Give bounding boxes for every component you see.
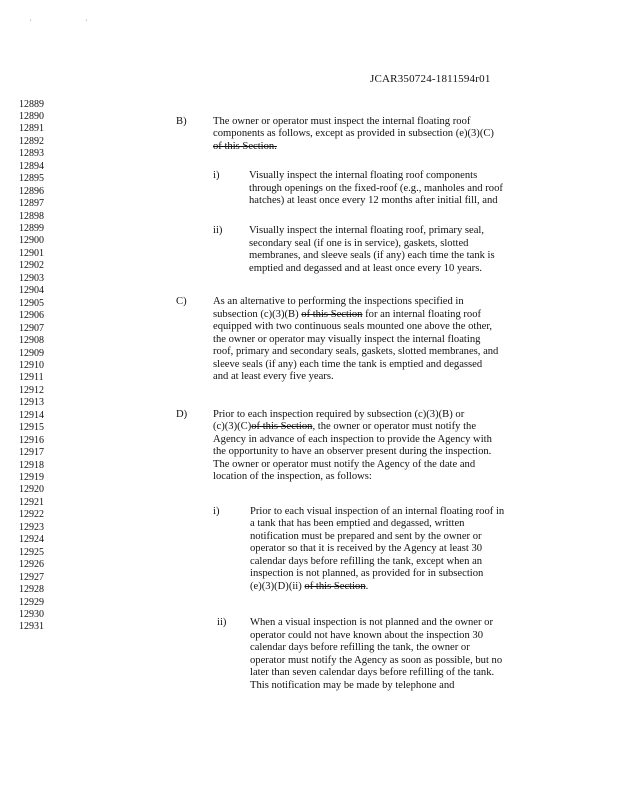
line-number: 12913 — [19, 397, 44, 409]
line-number: 12903 — [19, 272, 44, 284]
line-number: 12917 — [19, 447, 44, 459]
line-number: 12925 — [19, 546, 44, 558]
text-line: notification must be prepared and sent by the owner or — [250, 531, 482, 542]
line-number: 12911 — [19, 372, 44, 384]
text-line: roof, primary and secondary seals, gaskets, slotted membranes, and — [213, 346, 499, 357]
line-number: 12912 — [19, 384, 44, 396]
line-number: 12900 — [19, 235, 44, 247]
text-line: This notification may be made by telephone and — [250, 680, 455, 691]
text-line — [213, 309, 481, 321]
line-number: 12901 — [19, 247, 44, 259]
line-number: 12905 — [19, 297, 44, 309]
document-id: JCAR350724-1811594r01 — [370, 73, 491, 85]
line-number: 12889 — [19, 98, 44, 110]
line-number: 12898 — [19, 210, 44, 222]
text-line — [213, 421, 476, 433]
line-number: 12922 — [19, 509, 44, 521]
text-line: a tank that has been emptied and degassed, written — [250, 518, 465, 529]
text-line: Agency in advance of each inspection to provide the Agency with — [213, 434, 492, 445]
text-span: for an internal floating roof — [365, 309, 482, 320]
line-number: 12899 — [19, 223, 44, 234]
text-line: When a visual inspection is not planned and the owner or — [250, 617, 494, 628]
line-number: 12926 — [19, 559, 44, 571]
text-line: membranes, and sleeve seals (if any) each time the tank is — [249, 250, 495, 261]
item-label-D-i: i) — [213, 506, 220, 517]
text-line: operator so that it is received by the Agency at least 30 — [250, 543, 483, 554]
line-number: 12918 — [19, 459, 44, 471]
line-number: 12920 — [19, 484, 44, 496]
struck-text: of this Section. — [213, 141, 277, 152]
text-line: emptied and degassed and at least once every 10 years. — [249, 263, 482, 274]
text-line: The owner or operator must inspect the internal floating roof — [213, 116, 471, 127]
text-line: equipped with two continuous seals mounted one above the other, — [213, 321, 493, 332]
line-number: 12927 — [19, 571, 44, 583]
text-line: As an alternative to performing the inspections specified in — [213, 296, 464, 307]
line-number: 12908 — [19, 335, 44, 347]
text-line: calendar days before refilling the tank, except when an — [250, 556, 483, 567]
text-line: the opportunity to have an observer present during the inspection. — [213, 446, 492, 457]
text-line: hatches) at least once every 12 months after initial fill, and — [249, 195, 498, 206]
text-line: Prior to each inspection required by subsection (c)(3)(B) or — [213, 409, 465, 420]
item-label-B-i: i) — [213, 170, 220, 181]
line-number: 12914 — [19, 409, 44, 421]
line-number: 12910 — [19, 359, 44, 371]
text-line: location of the inspection, as follows: — [213, 471, 372, 482]
line-number: 12907 — [19, 322, 44, 334]
line-number: 12892 — [19, 135, 44, 147]
item-label-B: B) — [176, 116, 187, 127]
line-number: 12915 — [19, 422, 44, 434]
line-number: 12893 — [19, 148, 44, 160]
line-number: 12902 — [19, 260, 44, 272]
text-line: Visually inspect the internal floating roof components — [249, 170, 478, 181]
line-number: 12891 — [19, 123, 44, 135]
line-number: 12909 — [19, 347, 44, 359]
text-line: and at least every five years. — [213, 371, 334, 382]
text-line: The owner or operator must notify the Agency of the date and — [213, 459, 476, 470]
struck-text: of this Section — [301, 309, 363, 320]
scan-marks: ' ' — [30, 18, 113, 27]
text-span: , the owner or operator must notify the — [312, 421, 477, 432]
item-label-D-ii: ii) — [217, 617, 227, 628]
text-line — [213, 141, 277, 153]
line-number: 12930 — [19, 608, 44, 620]
text-line: operator must notify the Agency as soon as possible, but no — [250, 655, 503, 666]
text-line: sleeve seals (if any) each time the tank is emptied and degassed — [213, 359, 483, 370]
line-number: 12928 — [19, 584, 44, 596]
text-line: later than seven calendar days before refilling of the tank. — [250, 667, 495, 678]
struck-text: of this Section — [304, 581, 366, 592]
text-line — [250, 581, 368, 593]
line-number: 12896 — [19, 185, 44, 197]
text-span: subsection (c)(3)(B) — [213, 309, 299, 320]
item-label-D: D) — [176, 409, 188, 420]
line-number: 12897 — [19, 198, 44, 210]
text-line: secondary seal (if one is in service), gaskets, slotted — [249, 238, 469, 249]
text-line: Prior to each visual inspection of an internal floating roof in — [250, 506, 505, 517]
line-number: 12929 — [19, 596, 44, 608]
line-number: 12931 — [19, 621, 44, 633]
struck-text: of this Section — [251, 421, 313, 432]
text-span: (c)(3)(C) — [213, 421, 252, 432]
line-number: 12921 — [19, 496, 44, 508]
line-number: 12916 — [19, 434, 44, 446]
line-number: 12904 — [19, 285, 44, 297]
line-number: 12919 — [19, 472, 44, 483]
text-line: components as follows, except as provided in subsection (e)(3)(C) — [213, 128, 494, 139]
text-span: . — [365, 581, 369, 592]
item-label-B-ii: ii) — [213, 225, 223, 236]
line-number: 12895 — [19, 173, 44, 185]
item-label-C: C) — [176, 296, 187, 307]
text-line: inspection is not planned, as provided for in subsection — [250, 568, 484, 579]
text-span: (e)(3)(D)(ii) — [250, 581, 302, 592]
text-line: through openings on the fixed-roof (e.g., manholes and roof — [249, 183, 503, 194]
text-line: calendar days before refilling the tank, the owner or — [250, 642, 470, 653]
text-line: Visually inspect the internal floating roof, primary seal, — [249, 225, 485, 236]
line-number: 12924 — [19, 534, 44, 546]
text-line: the owner or operator may visually inspect the internal floating — [213, 334, 481, 345]
line-number: 12923 — [19, 521, 44, 533]
line-number: 12890 — [19, 110, 44, 122]
text-line: operator could not have known about the inspection 30 — [250, 630, 484, 641]
line-number: 12906 — [19, 310, 44, 322]
line-number: 12894 — [19, 160, 44, 172]
